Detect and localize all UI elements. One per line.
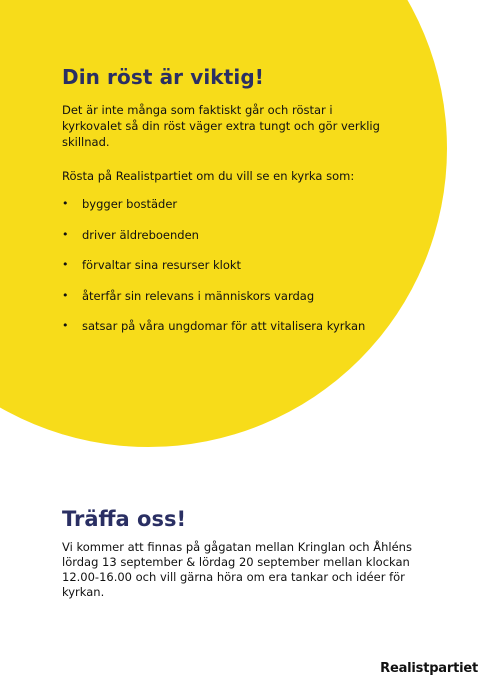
page-title: Din röst är viktig! [62, 65, 264, 89]
bullet-icon: • [62, 197, 69, 210]
list-item-text: återfår sin relevans i människors vardag [82, 288, 315, 303]
bullet-list [62, 196, 382, 334]
bullet-icon: • [62, 319, 69, 332]
list-item [62, 257, 382, 273]
list-item [62, 196, 382, 212]
list-item-text: driver äldreboenden [82, 227, 199, 242]
party-logo-text: Realistpartiet [380, 661, 478, 676]
bullet-icon: • [62, 288, 69, 302]
list-item-text: förvaltar sina resurser klokt [82, 258, 242, 272]
list-item [62, 227, 382, 243]
hero-section [62, 62, 382, 349]
meet-paragraph: Vi kommer att finnas på gågatan mellan Kringlan och Åhléns lördag 13 september & lördag 20 september mellan klockan 12.00-16.00 och vill gärna höra om era tankar och idéer för kyrkan. [62, 540, 412, 599]
bullet-icon: • [62, 227, 69, 241]
list-item [62, 288, 382, 304]
list-item-text: satsar på våra ungdomar för att vitalisera kyrkan [82, 319, 366, 333]
bullet-icon: • [62, 258, 69, 271]
bullet-intro-text: Rösta på Realistpartiet om du vill se en kyrka som: [62, 169, 355, 183]
list-item-text: bygger bostäder [82, 197, 178, 211]
list-item [62, 318, 382, 334]
meet-heading: Träffa oss! [62, 507, 187, 531]
meet-section [62, 502, 442, 600]
intro-paragraph: Det är inte många som faktiskt går och röstar i kyrkovalet så din röst väger extra tungt och gör verklig skillnad. [62, 103, 380, 149]
